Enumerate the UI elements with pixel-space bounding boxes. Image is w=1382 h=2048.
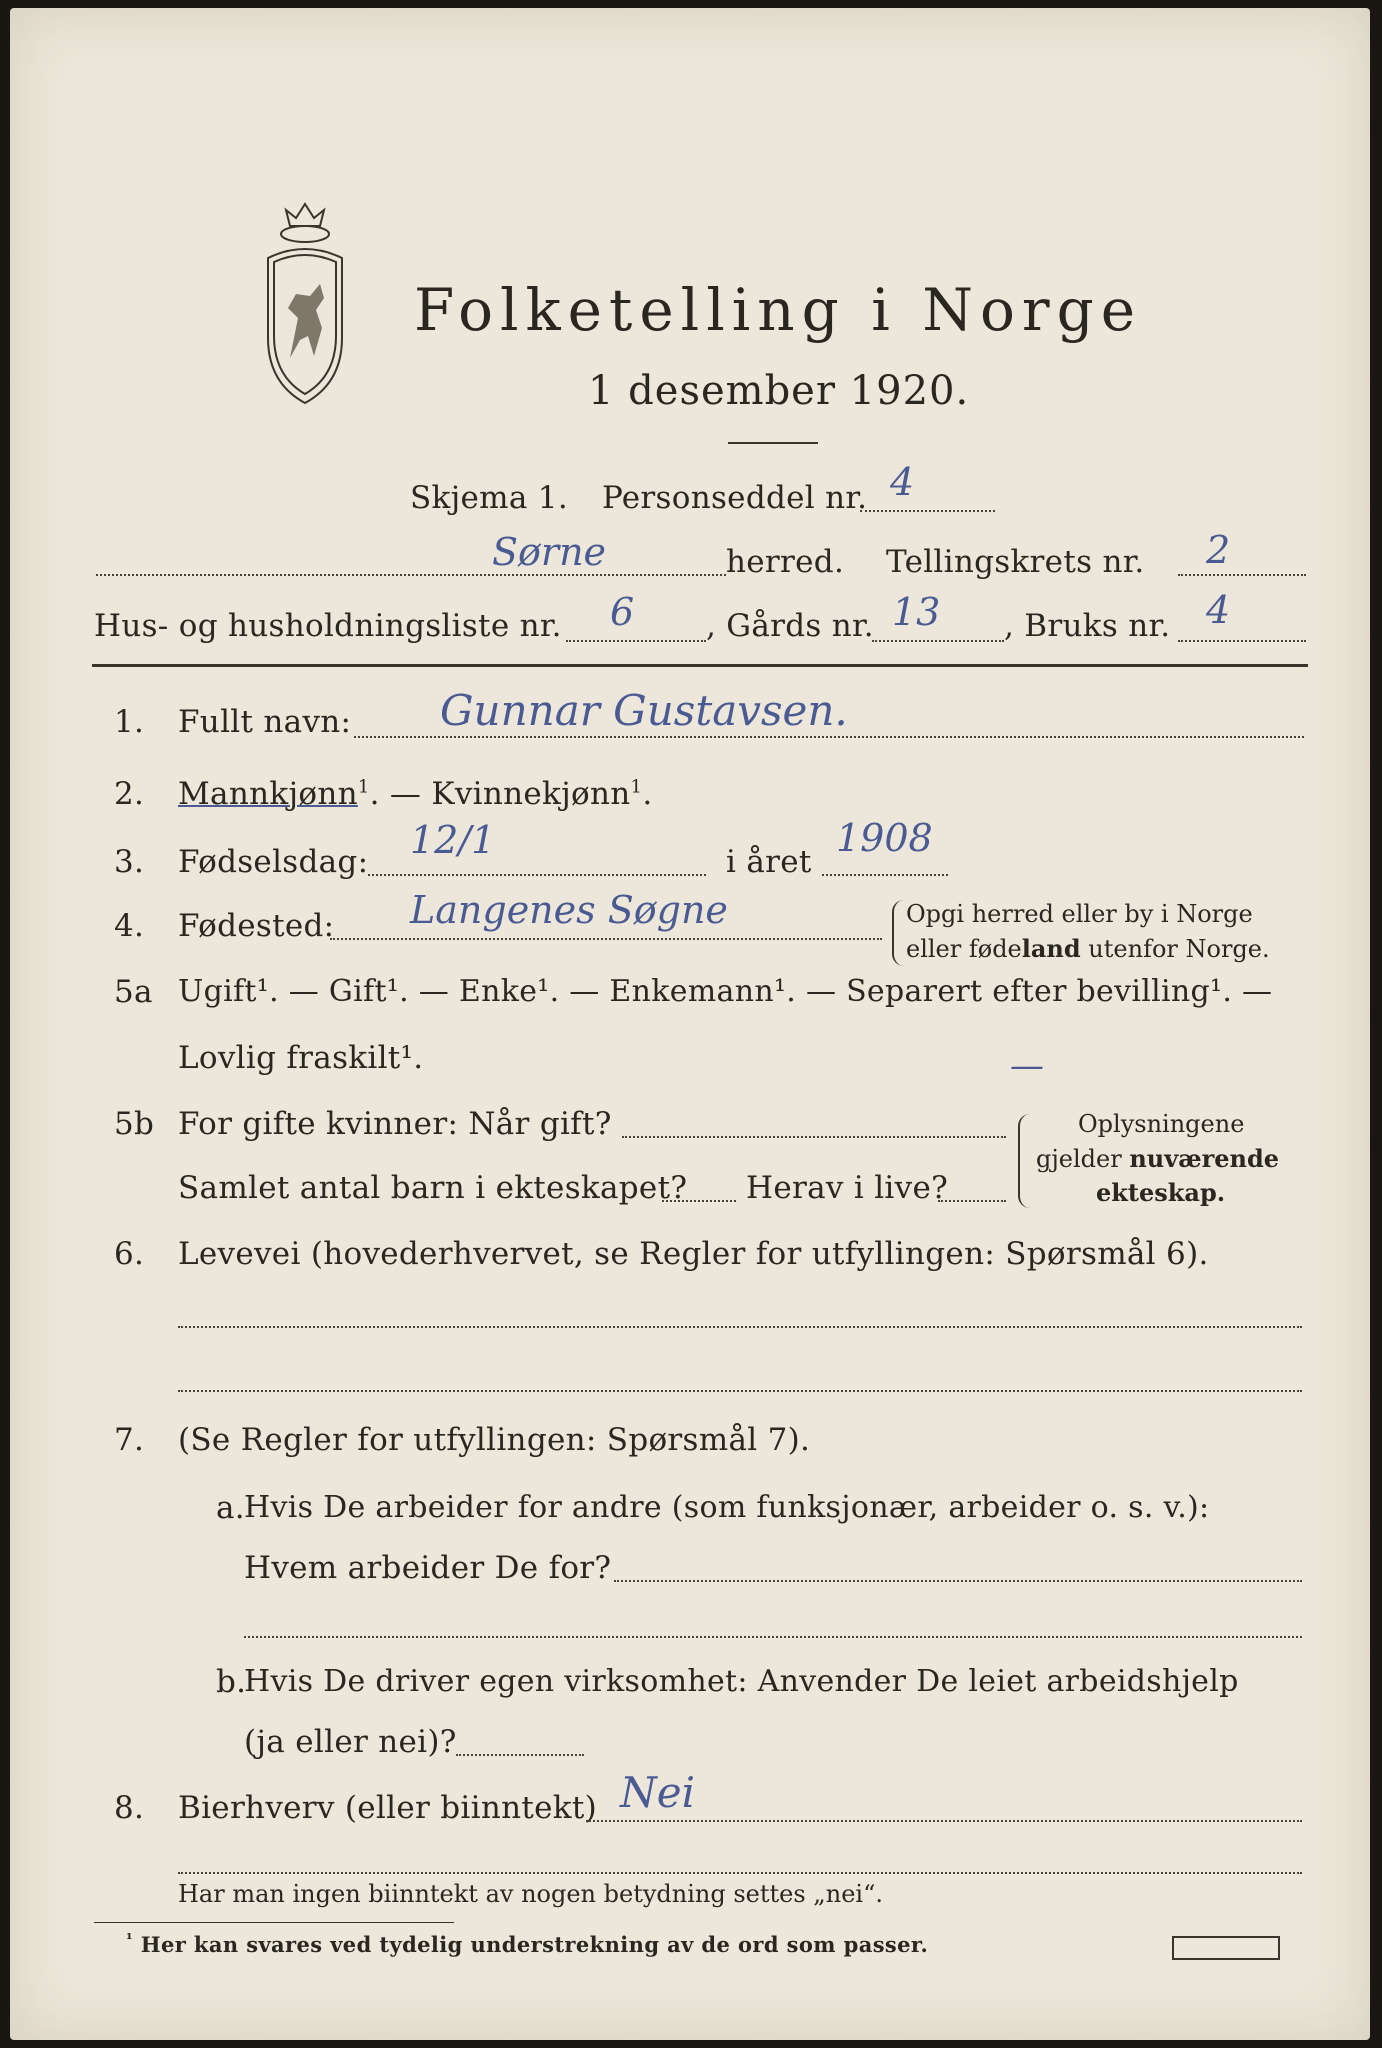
- q5b-brace: [1018, 1114, 1032, 1208]
- bruks-value[interactable]: 4: [1206, 588, 1231, 632]
- gards-value[interactable]: 13: [892, 590, 941, 634]
- q2-end: .: [642, 776, 653, 812]
- schema-number: Skjema 1.: [410, 480, 568, 516]
- q5b-note-line3: ekteskap.: [1096, 1178, 1226, 1207]
- census-date: 1 desember 1920.: [588, 368, 970, 414]
- q2-number: 2.: [114, 776, 145, 812]
- bruks-label: , Bruks nr.: [1004, 608, 1171, 644]
- gender-options: [178, 776, 652, 812]
- q1-line: [354, 736, 1304, 738]
- q4-note-line1: Opgi herred eller by i Norge: [906, 900, 1253, 928]
- hus-line: [566, 640, 706, 642]
- occupation-line-1[interactable]: [178, 1326, 1302, 1328]
- personseddel-line: [860, 510, 995, 512]
- marital-status-options[interactable]: Ugift¹. — Gift¹. — Enke¹. — Enkemann¹. — Separert efter bevilling¹. —: [178, 974, 1273, 1009]
- q8-label: Bierhverv (eller biinntekt): [178, 1790, 598, 1826]
- marital-status-mark: —: [1010, 1046, 1044, 1086]
- q2-footnote-mark-male: 1: [357, 776, 370, 798]
- gards-line: [872, 640, 1004, 642]
- q4-brace: [892, 900, 904, 966]
- q4-note-line2: eller fødeland utenfor Norge.: [906, 934, 1270, 963]
- children-count-line: [662, 1200, 736, 1202]
- birthplace-line: [330, 938, 882, 940]
- occupation-line-2[interactable]: [178, 1390, 1302, 1392]
- side-income-line-2[interactable]: [178, 1872, 1302, 1874]
- q5b-married-when: For gifte kvinner: Når gift?: [178, 1106, 612, 1142]
- q4-label: Fødested:: [178, 908, 335, 944]
- q5b-note-line1: Oplysningene: [1078, 1110, 1245, 1138]
- herred-value[interactable]: Sørne: [492, 530, 607, 574]
- q2-separator: . —: [369, 776, 432, 812]
- personseddel-label: Personseddel nr.: [602, 480, 868, 516]
- q7a-number: a.: [216, 1490, 245, 1526]
- q5b-note-line2: gjelder nuværende: [1036, 1144, 1280, 1173]
- q7-number: 7.: [114, 1422, 145, 1458]
- q3-label: Fødselsdag:: [178, 844, 369, 880]
- footnote-divider: [94, 1922, 454, 1923]
- employer-line-1[interactable]: [614, 1580, 1302, 1582]
- herred-line: [96, 574, 726, 576]
- marital-status-divorced[interactable]: Lovlig fraskilt¹.: [178, 1040, 424, 1076]
- q7a-line1: Hvis De arbeider for andre (som funksjonær, arbeider o. s. v.):: [244, 1490, 1210, 1525]
- q7a-line2: Hvem arbeider De for?: [244, 1550, 612, 1586]
- tellingskrets-label: Tellingskrets nr.: [886, 544, 1145, 580]
- birthdate-value[interactable]: 12/1: [410, 818, 496, 862]
- q5a-number: 5a: [114, 974, 153, 1010]
- birthyear-value[interactable]: 1908: [836, 816, 933, 860]
- footnote: $^{^1}$ Her kan svares ved tydelig understrekning av de ord som passer.: [126, 1930, 929, 1957]
- herred-label: herred.: [726, 544, 845, 580]
- personseddel-value[interactable]: 4: [890, 460, 915, 504]
- title-divider: [728, 442, 818, 444]
- birthyear-line: [822, 874, 948, 876]
- header-separator: [92, 664, 1308, 667]
- q5b-number: 5b: [114, 1106, 155, 1142]
- q7b-line2: (ja eller nei)?: [244, 1724, 457, 1760]
- year-label: i året: [726, 844, 812, 880]
- gender-option-female[interactable]: Kvinnekjønn: [431, 776, 631, 812]
- tellingskrets-value[interactable]: 2: [1206, 528, 1231, 572]
- birthplace-value[interactable]: Langenes Søgne: [410, 888, 728, 932]
- q3-number: 3.: [114, 844, 145, 880]
- bruks-line: [1178, 640, 1306, 642]
- q8-note: Har man ingen biinntekt av nogen betydning settes „nei“.: [178, 1880, 883, 1908]
- q6-number: 6.: [114, 1236, 145, 1272]
- q7b-line1: Hvis De driver egen virksomhet: Anvender De leiet arbeidshjelp: [244, 1664, 1239, 1699]
- hus-value[interactable]: 6: [610, 590, 635, 634]
- form-title: Folketelling i Norge: [414, 276, 1143, 344]
- children-alive-line: [938, 1200, 1006, 1202]
- q7b-number: b.: [216, 1664, 247, 1700]
- census-form-page: [10, 8, 1370, 2040]
- q4-number: 4.: [114, 908, 145, 944]
- printer-stamp-icon: [1172, 1936, 1280, 1960]
- tellingskrets-line: [1178, 574, 1306, 576]
- gender-option-male[interactable]: Mannkjønn: [178, 776, 358, 812]
- full-name-value[interactable]: Gunnar Gustavsen.: [440, 686, 848, 735]
- side-income-value[interactable]: Nei: [620, 1768, 696, 1817]
- q5b-children-alive: Herav i live?: [746, 1170, 949, 1206]
- q5b-children-count: Samlet antal barn i ekteskapet?: [178, 1170, 688, 1206]
- q2-footnote-mark-female: 1: [630, 776, 643, 798]
- q1-label: Fullt navn:: [178, 704, 352, 740]
- birthdate-line: [368, 874, 706, 876]
- side-income-line: [586, 1820, 1302, 1822]
- q7-label: (Se Regler for utfyllingen: Spørsmål 7).: [178, 1422, 811, 1458]
- hired-help-line[interactable]: [456, 1754, 584, 1756]
- married-when-line: [622, 1136, 1006, 1138]
- gards-label: , Gårds nr.: [706, 608, 874, 644]
- employer-line-2[interactable]: [244, 1636, 1302, 1638]
- q6-label: Levevei (hovederhvervet, se Regler for utfyllingen: Spørsmål 6).: [178, 1236, 1209, 1272]
- q1-number: 1.: [114, 704, 145, 740]
- hus-label: Hus- og husholdningsliste nr.: [94, 608, 562, 644]
- coat-of-arms-icon: [250, 198, 360, 413]
- q8-number: 8.: [114, 1790, 145, 1826]
